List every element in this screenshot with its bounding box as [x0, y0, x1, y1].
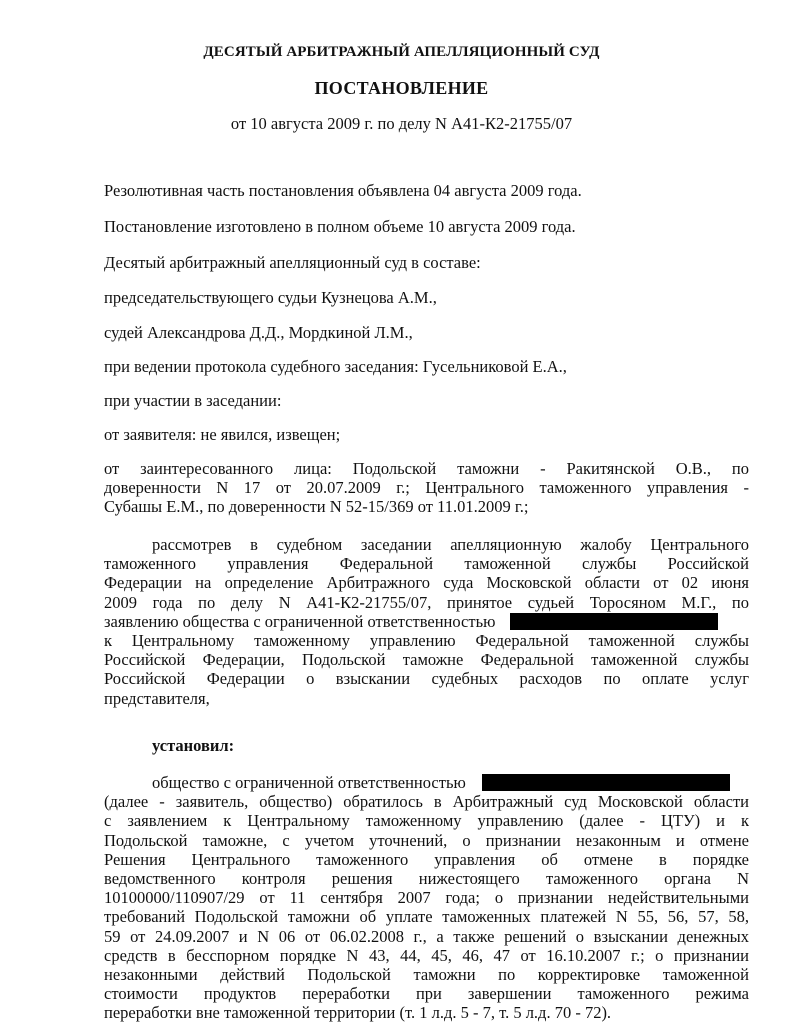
text-line: Решения Центрального таможенного управления об отмене в порядке: [104, 849, 749, 869]
text-line: Субашы Е.М., по доверенности N 52-15/369 от 11.01.2009 г.;: [104, 497, 529, 517]
text-line: Российской Федерации о взыскании судебных расходов по оплате услуг: [104, 669, 749, 689]
text-line: незаконными действий Подольской таможни по корректировке таможенной: [104, 965, 749, 985]
considered-paragraph: [104, 535, 749, 708]
redaction-box: [482, 774, 730, 791]
presiding-line: председательствующего судьи Кузнецова А.М.,: [104, 288, 437, 307]
text-line: Подольской таможне, с учетом уточнений, о признании незаконным и отмене: [104, 830, 749, 850]
secretary-line: при ведении протокола судебного заседания: Гусельниковой Е.А.,: [104, 357, 567, 376]
interested-paragraph: [104, 459, 749, 517]
document-title: ПОСТАНОВЛЕНИЕ: [314, 78, 489, 98]
text-line: [104, 773, 749, 792]
text-line: таможенного управления Федеральной таможенной службы Российской: [104, 554, 749, 574]
text-line: 10100000/110907/29 от 11 сентября 2007 года; о признании недействительными: [104, 888, 749, 908]
text-line: рассмотрев в судебном заседании апелляционную жалобу Центрального: [152, 535, 749, 554]
text-line: представителя,: [104, 688, 210, 708]
court-name: ДЕСЯТЫЙ АРБИТРАЖНЫЙ АПЕЛЛЯЦИОННЫЙ СУД: [203, 44, 600, 60]
redaction-box: [510, 613, 718, 630]
composition-line: Десятый арбитражный апелляционный суд в составе:: [104, 253, 481, 272]
text-line: 2009 года по делу N А41-К2-21755/07, принятое судьей Торосяном М.Г., по: [104, 592, 749, 612]
text-line: стоимости продуктов переработки при завершении таможенного режима: [104, 984, 749, 1004]
text-line: требований Подольской таможни об уплате таможенных платежей N 55, 56, 57, 58,: [104, 907, 749, 927]
applicant-line: от заявителя: не явился, извещен;: [104, 425, 341, 444]
text-fragment: заявлению общества с ограниченной ответственностью: [104, 611, 496, 631]
text-line: к Центральному таможенному управлению Федеральной таможенной службы: [104, 631, 749, 651]
text-line: с заявлением к Центральному таможенному управлению (далее - ЦТУ) и к: [104, 811, 749, 831]
text-line: 59 от 24.09.2007 и N 06 от 06.02.2008 г., а также решений о взыскании денежных: [104, 926, 749, 946]
text-line: Российской Федерации, Подольской таможне Федеральной таможенной службы: [104, 650, 749, 670]
text-line: [104, 612, 749, 631]
resolution-line: Резолютивная часть постановления объявлена 04 августа 2009 года.: [104, 181, 582, 200]
document-subtitle: от 10 августа 2009 г. по делу N А41-К2-21755/07: [230, 114, 573, 133]
established-heading: установил:: [152, 736, 235, 755]
text-line: (далее - заявитель, общество) обратилось в Арбитражный суд Московской области: [104, 792, 749, 812]
participation-line: при участии в заседании:: [104, 391, 282, 410]
text-line: доверенности N 17 от 20.07.2009 г.; Центрального таможенного управления -: [104, 478, 749, 498]
text-line: средств в бесспорном порядке N 43, 44, 45, 46, 47 от 16.10.2007 г.; о признании: [104, 945, 749, 965]
text-line: Федерации на определение Арбитражного суда Московской области от 02 июня: [104, 573, 749, 593]
text-fragment: общество с ограниченной ответственностью: [152, 773, 466, 792]
text-line: от заинтересованного лица: Подольской таможни - Ракитянской О.В., по: [104, 459, 749, 478]
established-paragraph: [104, 773, 749, 1023]
text-line: переработки вне таможенной территории (т. 1 л.д. 5 - 7, т. 5 л.д. 70 - 72).: [104, 1003, 612, 1023]
judges-line: судей Александрова Д.Д., Мордкиной Л.М.,: [104, 323, 413, 342]
made-line: Постановление изготовлено в полном объеме 10 августа 2009 года.: [104, 217, 576, 236]
text-line: ведомственного контроля решения нижестоящего таможенного органа N: [104, 869, 749, 889]
